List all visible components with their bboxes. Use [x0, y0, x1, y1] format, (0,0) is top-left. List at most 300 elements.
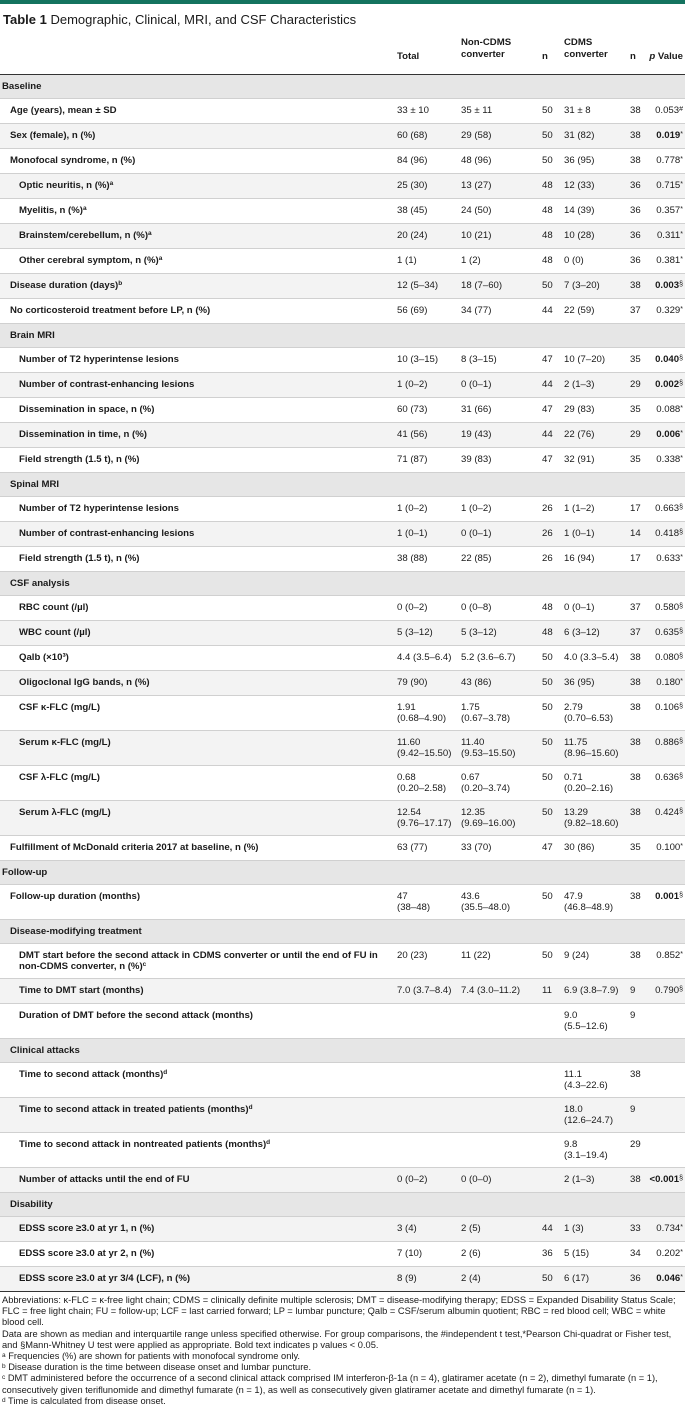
header-p-value	[647, 34, 685, 74]
cell-p-value	[647, 123, 685, 148]
cell-n-noncdms: 48	[542, 254, 553, 266]
row-label-text: Dissemination in space, n (%)	[19, 403, 155, 415]
cell-cdms	[564, 298, 630, 323]
cell-cdms	[564, 595, 630, 620]
cell-total	[397, 1167, 461, 1192]
cell-noncdms	[461, 397, 542, 422]
cdms-main: 9.0	[564, 1009, 578, 1021]
cell-p-value	[647, 198, 685, 223]
cell-p-value	[647, 730, 685, 765]
total-range: (0.20–2.58)	[397, 783, 447, 794]
footnote-data: Data are shown as median and interquartile range unless specified otherwise. For group comparisons, the #independent t test,*Pearson Chi-quadrat or Fisher test, and §Mann-Whitney U test were applied as appropriate. Bold text indicates p values < 0.05.	[2, 1328, 672, 1350]
cell-n-noncdms: 36	[542, 1247, 553, 1259]
p-value-number: 0.100	[656, 841, 681, 853]
cell-n-noncdms: 47	[542, 353, 553, 365]
cdms-main: 29 (83)	[564, 403, 595, 415]
cell-total	[397, 695, 461, 730]
cdms-main: 6.9 (3.8–7.9)	[564, 984, 619, 996]
noncdms-main: 39 (83)	[461, 453, 492, 465]
row-label-text: Time to second attack in treated patients (months)	[19, 1103, 249, 1115]
p-value-number: 0.790	[655, 984, 680, 996]
cdms-range: (4.3–22.6)	[564, 1080, 608, 1091]
p-value-test-marker: *	[680, 255, 683, 263]
cell-noncdms	[461, 1097, 542, 1132]
cell-p-value	[647, 800, 685, 835]
p-value-test-marker: *	[680, 677, 683, 685]
total-main: 71 (87)	[397, 453, 428, 465]
noncdms-main: 31 (66)	[461, 403, 492, 415]
table-row	[0, 298, 685, 323]
row-label	[0, 860, 397, 884]
cdms-range: (0.20–2.16)	[564, 783, 614, 794]
cell-n-cdms: 29	[630, 428, 641, 440]
row-label-text: Baseline	[2, 80, 42, 92]
p-value-test-marker: #	[679, 105, 683, 113]
cell-n-cdms: 35	[630, 841, 641, 853]
table-row	[0, 447, 685, 472]
footnote-b	[2, 1362, 683, 1373]
row-label	[0, 1216, 397, 1241]
table-row	[0, 347, 685, 372]
cell-cdms	[564, 372, 630, 397]
noncdms-main: 2 (4)	[461, 1272, 481, 1284]
cell-cdms	[564, 496, 630, 521]
cell-n-cdms: 37	[630, 626, 641, 638]
row-label	[0, 1038, 397, 1062]
cell-p-value	[647, 447, 685, 472]
table-row	[0, 148, 685, 173]
cell-n-noncdms: 50	[542, 651, 553, 663]
row-label	[0, 123, 397, 148]
cell-p-value	[647, 521, 685, 546]
cell-n-noncdms: 44	[542, 1222, 553, 1234]
cell-n-noncdms: 44	[542, 428, 553, 440]
cell-total	[397, 943, 461, 978]
cell-noncdms	[461, 978, 542, 1003]
noncdms-main: 48 (96)	[461, 154, 492, 166]
cdms-range: (3.1–19.4)	[564, 1150, 608, 1161]
cell-cdms	[564, 695, 630, 730]
cell-n-noncdms: 26	[542, 502, 553, 514]
total-main: 56 (69)	[397, 304, 428, 316]
row-label-text: Brainstem/cerebellum, n (%)	[19, 229, 149, 241]
cell-cdms	[564, 546, 630, 571]
p-value-test-marker: *	[680, 305, 683, 313]
cell-total	[397, 123, 461, 148]
row-label-footnote-marker: b	[118, 279, 123, 287]
footnote-d-marker: d	[2, 1396, 6, 1404]
row-label-text: WBC count (/µl)	[19, 626, 91, 638]
cell-n-noncdms: 48	[542, 229, 553, 241]
cdms-main: 12 (33)	[564, 179, 595, 191]
cell-total	[397, 1241, 461, 1266]
header-noncdms-text: Non-CDMS converter	[461, 37, 512, 60]
cell-total	[397, 397, 461, 422]
cell-n-noncdms: 44	[542, 304, 553, 316]
row-label-text: Duration of DMT before the second attack (months)	[19, 1009, 253, 1021]
cell-cdms	[564, 943, 630, 978]
row-label-footnote-marker: d	[266, 1138, 271, 1146]
total-main: 41 (56)	[397, 428, 428, 440]
p-value-number: 0.202	[656, 1247, 681, 1259]
cell-noncdms	[461, 1216, 542, 1241]
row-label	[0, 978, 397, 1003]
cell-total	[397, 730, 461, 765]
p-value-number: 0.663	[655, 502, 680, 514]
cell-cdms	[564, 148, 630, 173]
cell-noncdms	[461, 422, 542, 447]
row-label	[0, 198, 397, 223]
cell-n-cdms: 37	[630, 601, 641, 613]
noncdms-main: 0 (0–1)	[461, 527, 492, 539]
cell-n-noncdms: 50	[542, 701, 553, 713]
cell-n-noncdms: 48	[542, 601, 553, 613]
p-value-test-marker: §	[679, 354, 683, 362]
cell-cdms	[564, 620, 630, 645]
total-main: 1 (0–1)	[397, 527, 428, 539]
p-value-test-marker: *	[680, 230, 683, 238]
cell-total	[397, 223, 461, 248]
p-value-number: 0.329	[656, 304, 681, 316]
p-value-test-marker: §	[679, 602, 683, 610]
p-value-test-marker: §	[679, 379, 683, 387]
table-row	[0, 273, 685, 298]
cell-noncdms	[461, 1266, 542, 1291]
cell-p-value	[647, 496, 685, 521]
noncdms-main: 19 (43)	[461, 428, 492, 440]
total-main: 79 (90)	[397, 676, 428, 688]
cell-noncdms	[461, 123, 542, 148]
cell-n-noncdms	[542, 1132, 564, 1167]
table-row	[0, 943, 685, 978]
cdms-main: 30 (86)	[564, 841, 595, 853]
noncdms-main: 1 (0–2)	[461, 502, 492, 514]
row-label	[0, 1241, 397, 1266]
cell-n-noncdms: 50	[542, 890, 553, 902]
row-label	[0, 347, 397, 372]
cell-noncdms	[461, 1241, 542, 1266]
row-label	[0, 521, 397, 546]
cell-total	[397, 1266, 461, 1291]
row-label-text: Time to DMT start (months)	[19, 984, 144, 996]
p-value-number: 0.106	[655, 701, 680, 713]
row-label-text: CSF κ-FLC (mg/L)	[19, 701, 101, 713]
row-label-text: Clinical attacks	[10, 1044, 80, 1056]
cell-p-value	[647, 595, 685, 620]
row-label-text: Fulfillment of McDonald criteria 2017 at baseline, n (%)	[10, 841, 259, 853]
row-label	[0, 273, 397, 298]
cell-n-noncdms: 50	[542, 949, 553, 961]
cell-n-noncdms: 44	[542, 378, 553, 390]
cdms-range: (5.5–12.6)	[564, 1021, 608, 1032]
p-value-number: 0.180	[656, 676, 681, 688]
cell-cdms	[564, 978, 630, 1003]
cell-p-value	[647, 248, 685, 273]
p-value-test-marker: *	[680, 1223, 683, 1231]
total-range: (9.42–15.50)	[397, 748, 452, 759]
row-label	[0, 223, 397, 248]
row-label-text: No corticosteroid treatment before LP, n (%)	[10, 304, 211, 316]
cell-n-cdms: 36	[630, 179, 641, 191]
cell-total	[397, 521, 461, 546]
total-main: 11.60	[397, 736, 421, 748]
cell-cdms	[564, 670, 630, 695]
section-row	[0, 1192, 685, 1216]
cell-p-value	[647, 422, 685, 447]
cell-cdms	[564, 1167, 630, 1192]
table-row	[0, 800, 685, 835]
cdms-main: 16 (94)	[564, 552, 595, 564]
cell-n-cdms: 34	[630, 1247, 641, 1259]
header-p-letter: p	[649, 51, 656, 62]
p-value-test-marker: *	[680, 950, 683, 958]
cell-total	[397, 372, 461, 397]
cell-noncdms	[461, 372, 542, 397]
cell-noncdms	[461, 273, 542, 298]
cdms-range: (46.8–48.9)	[564, 902, 614, 913]
cell-p-value	[647, 1266, 685, 1291]
cdms-main: 0.71	[564, 771, 583, 783]
noncdms-main: 5 (3–12)	[461, 626, 497, 638]
cell-n-cdms: 36	[630, 204, 641, 216]
row-label-text: Monofocal syndrome, n (%)	[10, 154, 136, 166]
cell-n-cdms: 38	[630, 1068, 641, 1080]
cell-total	[397, 1097, 461, 1132]
noncdms-main: 2 (5)	[461, 1222, 481, 1234]
cdms-main: 2 (1–3)	[564, 378, 595, 390]
cell-p-value	[647, 273, 685, 298]
cell-n-noncdms: 47	[542, 453, 553, 465]
cell-noncdms	[461, 298, 542, 323]
row-label-text: Field strength (1.5 t), n (%)	[19, 552, 140, 564]
cell-n-noncdms: 50	[542, 154, 553, 166]
cell-total	[397, 347, 461, 372]
cell-noncdms	[461, 645, 542, 670]
cell-total	[397, 595, 461, 620]
cell-p-value	[647, 695, 685, 730]
p-value-test-marker: §	[679, 503, 683, 511]
row-label	[0, 546, 397, 571]
cell-total	[397, 884, 461, 919]
table-row	[0, 223, 685, 248]
cell-cdms	[564, 123, 630, 148]
table-row	[0, 1167, 685, 1192]
p-value-number: 0.715	[656, 179, 681, 191]
cell-noncdms	[461, 148, 542, 173]
p-value-test-marker: *	[680, 205, 683, 213]
row-label	[0, 1167, 397, 1192]
cdms-main: 18.0	[564, 1103, 583, 1115]
noncdms-main: 5.2 (3.6–6.7)	[461, 651, 516, 663]
p-value-number: <0.001	[649, 1173, 680, 1185]
total-main: 0 (0–2)	[397, 1173, 428, 1185]
cell-total	[397, 800, 461, 835]
cell-p-value	[647, 1003, 685, 1038]
cell-n-cdms: 35	[630, 403, 641, 415]
cell-total	[397, 198, 461, 223]
cdms-main: 32 (91)	[564, 453, 595, 465]
cell-n-noncdms: 11	[542, 984, 552, 996]
noncdms-main: 33 (70)	[461, 841, 492, 853]
cdms-main: 7 (3–20)	[564, 279, 600, 291]
total-main: 0.68	[397, 771, 416, 783]
p-value-number: 0.001	[655, 890, 680, 902]
total-main: 84 (96)	[397, 154, 428, 166]
p-value-number: 0.424	[655, 806, 680, 818]
noncdms-main: 11.40	[461, 736, 485, 748]
row-label-text: CSF analysis	[10, 577, 70, 589]
footnote-a	[2, 1351, 683, 1362]
cell-p-value	[647, 620, 685, 645]
cell-cdms	[564, 347, 630, 372]
p-value-number: 0.040	[655, 353, 680, 365]
cdms-main: 36 (95)	[564, 154, 595, 166]
noncdms-main: 13 (27)	[461, 179, 492, 191]
cdms-main: 1 (3)	[564, 1222, 584, 1234]
row-label	[0, 835, 397, 860]
cell-cdms	[564, 223, 630, 248]
p-value-number: 0.338	[656, 453, 681, 465]
total-main: 4.4 (3.5–6.4)	[397, 651, 452, 663]
noncdms-main: 8 (3–15)	[461, 353, 497, 365]
p-value-number: 0.003	[655, 279, 680, 291]
footnote-a-marker: a	[2, 1352, 6, 1360]
row-label-text: Optic neuritis, n (%)	[19, 179, 110, 191]
cell-n-cdms: 38	[630, 771, 641, 783]
p-value-test-marker: *	[680, 404, 683, 412]
table-row	[0, 422, 685, 447]
cell-n-cdms: 38	[630, 949, 641, 961]
table-row	[0, 496, 685, 521]
row-label	[0, 1266, 397, 1291]
table-row	[0, 397, 685, 422]
p-value-test-marker: *	[680, 180, 683, 188]
cdms-main: 47.9	[564, 890, 583, 902]
cell-cdms	[564, 1003, 630, 1038]
table-header-row	[0, 34, 685, 74]
cell-p-value	[647, 372, 685, 397]
row-label	[0, 422, 397, 447]
p-value-number: 0.053	[655, 104, 680, 116]
total-main: 60 (73)	[397, 403, 428, 415]
cdms-main: 11.75	[564, 736, 588, 748]
cell-n-cdms: 29	[630, 378, 641, 390]
cell-cdms	[564, 422, 630, 447]
total-main: 1 (0–2)	[397, 378, 428, 390]
cell-cdms	[564, 447, 630, 472]
cell-n-noncdms: 47	[542, 403, 553, 415]
cdms-main: 11.1	[564, 1068, 582, 1080]
cell-n-cdms: 38	[630, 1173, 641, 1185]
cdms-main: 13.29	[564, 806, 589, 818]
cell-total	[397, 148, 461, 173]
cell-noncdms	[461, 1003, 542, 1038]
cell-total	[397, 98, 461, 123]
cell-noncdms	[461, 884, 542, 919]
cell-cdms	[564, 521, 630, 546]
cell-total	[397, 765, 461, 800]
cell-noncdms	[461, 1062, 542, 1097]
cell-cdms	[564, 1241, 630, 1266]
noncdms-main: 43.6	[461, 890, 480, 902]
total-main: 20 (24)	[397, 229, 428, 241]
p-value-number: 0.019	[656, 129, 681, 141]
p-value-number: 0.006	[656, 428, 681, 440]
p-value-number: 0.636	[655, 771, 680, 783]
cell-noncdms	[461, 223, 542, 248]
cell-total	[397, 273, 461, 298]
cell-cdms	[564, 1132, 630, 1167]
cell-noncdms	[461, 496, 542, 521]
table-number: Table 1	[3, 12, 47, 27]
row-label-text: RBC count (/µl)	[19, 601, 89, 613]
row-label-text: Sex (female), n (%)	[10, 129, 96, 141]
cdms-main: 2.79	[564, 701, 583, 713]
row-label	[0, 884, 397, 919]
cell-p-value	[647, 978, 685, 1003]
cell-cdms	[564, 1062, 630, 1097]
table-row	[0, 372, 685, 397]
cell-noncdms	[461, 248, 542, 273]
cdms-main: 22 (76)	[564, 428, 595, 440]
cell-noncdms	[461, 521, 542, 546]
cell-noncdms	[461, 198, 542, 223]
cell-n-noncdms: 50	[542, 129, 553, 141]
row-label-text: Disability	[10, 1198, 53, 1210]
cell-n-cdms: 38	[630, 890, 641, 902]
cell-n-noncdms: 26	[542, 552, 553, 564]
cell-n-noncdms: 50	[542, 104, 553, 116]
cell-cdms	[564, 1097, 630, 1132]
cell-n-cdms: 36	[630, 1272, 641, 1284]
total-main: 8 (9)	[397, 1272, 417, 1284]
row-label-footnote-marker: a	[158, 254, 163, 262]
cell-noncdms	[461, 447, 542, 472]
cell-n-cdms: 17	[630, 552, 641, 564]
cell-n-noncdms	[542, 1097, 564, 1132]
p-value-number: 0.002	[655, 378, 680, 390]
cell-noncdms	[461, 620, 542, 645]
table-row	[0, 765, 685, 800]
p-value-number: 0.088	[656, 403, 681, 415]
cdms-main: 31 ± 8	[564, 104, 591, 116]
section-row	[0, 860, 685, 884]
cell-noncdms	[461, 1132, 542, 1167]
cell-p-value	[647, 765, 685, 800]
section-row	[0, 1038, 685, 1062]
cell-cdms	[564, 645, 630, 670]
row-label	[0, 98, 397, 123]
cell-n-cdms: 38	[630, 701, 641, 713]
row-label	[0, 765, 397, 800]
cdms-main: 36 (95)	[564, 676, 595, 688]
cell-p-value	[647, 223, 685, 248]
cell-p-value	[647, 546, 685, 571]
row-label	[0, 943, 397, 978]
row-label-text: Number of T2 hyperintense lesions	[19, 502, 179, 514]
cell-p-value	[647, 884, 685, 919]
table-row	[0, 1132, 685, 1167]
p-value-test-marker: *	[680, 842, 683, 850]
cell-total	[397, 1132, 461, 1167]
p-value-number: 0.886	[655, 736, 680, 748]
total-main: 20 (23)	[397, 949, 428, 961]
total-main: 12 (5–34)	[397, 279, 439, 291]
p-value-test-marker: *	[680, 553, 683, 561]
cell-n-cdms: 36	[630, 254, 641, 266]
row-label-text: EDSS score ≥3.0 at yr 3/4 (LCF), n (%)	[19, 1272, 191, 1284]
table-row	[0, 546, 685, 571]
